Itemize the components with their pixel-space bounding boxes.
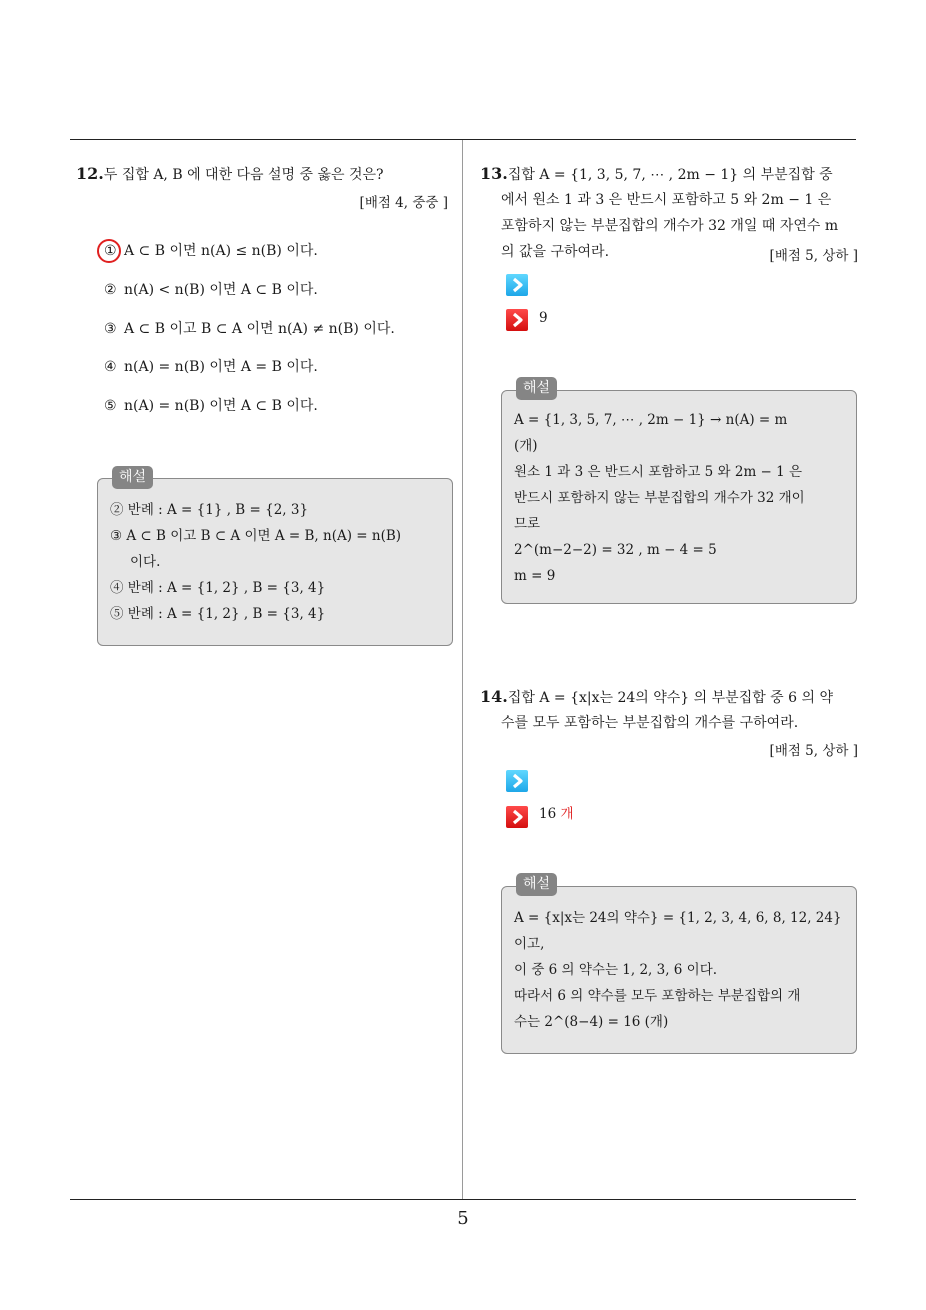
q14-number: 14. [480,687,508,706]
choice-text: n(A) < n(B) 이면 A ⊂ B 이다. [124,282,318,298]
q13-solution-tag: 해설 [516,377,557,400]
q14-stem-line: 집합 A = {x|x는 24의 약수} 의 부분집합 중 6 의 약 [507,690,834,706]
page-number: 5 [457,1208,469,1229]
choice-number: ② [104,282,117,298]
q12-header [76,161,384,188]
solution-line: 이고, [514,936,545,952]
solution-line: A = {x|x는 24의 약수} = {1, 2, 3, 4, 6, 8, 12, 24} [514,910,842,926]
choice-2[interactable] [104,279,318,301]
choice-number: ⑤ [104,398,117,414]
q12-number: 12. [76,164,104,183]
solution-line: 이다. [130,554,161,570]
choice-number: ③ [104,321,117,337]
q12-solution-tag: 해설 [112,466,153,489]
q13-stem-line: 에서 원소 1 과 3 은 반드시 포함하고 5 와 2m − 1 은 [501,192,832,208]
q14-solution-box [501,886,857,1054]
q12-score: [배점 4, 중중 ] [359,195,448,211]
chevron-right-icon[interactable] [506,770,528,792]
solution-line: 수는 2^(8−4) = 16 (개) [514,1014,669,1030]
q14-answer-number: 16 [539,806,557,822]
column-divider [462,140,463,1200]
chevron-right-icon[interactable] [506,806,528,828]
choice-text: A ⊂ B 이면 n(A) ≤ n(B) 이다. [124,243,318,259]
choice-text: A ⊂ B 이고 B ⊂ A 이면 n(A) ≠ n(B) 이다. [124,321,395,337]
q14-stem-line: 수를 모두 포함하는 부분집합의 개수를 구하여라. [501,715,799,731]
q14-solution-tag: 해설 [516,873,557,896]
solution-line: ③ A ⊂ B 이고 B ⊂ A 이면 A = B, n(A) = n(B) [110,528,402,544]
solution-line: 따라서 6 의 약수를 모두 포함하는 부분집합의 개 [514,988,801,1004]
q14-line-1 [480,684,833,711]
q12-solution-box [97,478,453,646]
solution-line: 원소 1 과 3 은 반드시 포함하고 5 와 2m − 1 은 [514,464,803,480]
solution-line: ⑤ 반례 : A = {1, 2} , B = {3, 4} [110,606,326,622]
solution-line: A = {1, 3, 5, 7, ⋯ , 2m − 1} → n(A) = m [514,412,788,428]
q14-score: [배점 5, 상하 ] [769,743,858,759]
choice-number: ④ [104,359,117,375]
choice-text: n(A) = n(B) 이면 A = B 이다. [124,359,318,375]
q13-stem-line: 포함하지 않는 부분집합의 개수가 32 개일 때 자연수 m [501,218,839,234]
choice-3[interactable] [104,318,395,340]
solution-line: 므로 [514,516,541,532]
q14-answer-unit: 개 [560,806,574,822]
q13-line-1 [480,161,833,188]
solution-line: 반드시 포함하지 않는 부분집합의 개수가 32 개이 [514,490,805,506]
q14-answer [539,804,574,824]
q13-solution-box [501,390,857,604]
q13-answer: 9 [539,310,548,326]
bottom-rule [70,1199,856,1200]
chevron-right-icon[interactable] [506,309,528,331]
q12-stem: 두 집합 A, B 에 대한 다음 설명 중 옳은 것은? [103,167,384,183]
choice-1[interactable] [104,240,318,262]
chevron-right-icon[interactable] [506,274,528,296]
q13-stem-line: 의 값을 구하여라. [501,244,610,260]
top-rule [70,139,856,140]
q13-stem-line: 집합 A = {1, 3, 5, 7, ⋯ , 2m − 1} 의 부분집합 중 [507,167,833,183]
choice-4[interactable] [104,356,318,378]
choice-5[interactable] [104,395,318,417]
solution-line: (개) [514,438,538,454]
q13-score: [배점 5, 상하 ] [769,248,858,264]
solution-line: ② 반례 : A = {1} , B = {2, 3} [110,502,309,518]
choice-text: n(A) = n(B) 이면 A ⊂ B 이다. [124,398,318,414]
solution-line: m = 9 [514,568,556,584]
choice-number: ① [104,243,117,259]
q13-number: 13. [480,164,508,183]
solution-line: 2^(m−2−2) = 32 , m − 4 = 5 [514,542,717,558]
solution-line: ④ 반례 : A = {1, 2} , B = {3, 4} [110,580,326,596]
solution-line: 이 중 6 의 약수는 1, 2, 3, 6 이다. [514,962,718,978]
